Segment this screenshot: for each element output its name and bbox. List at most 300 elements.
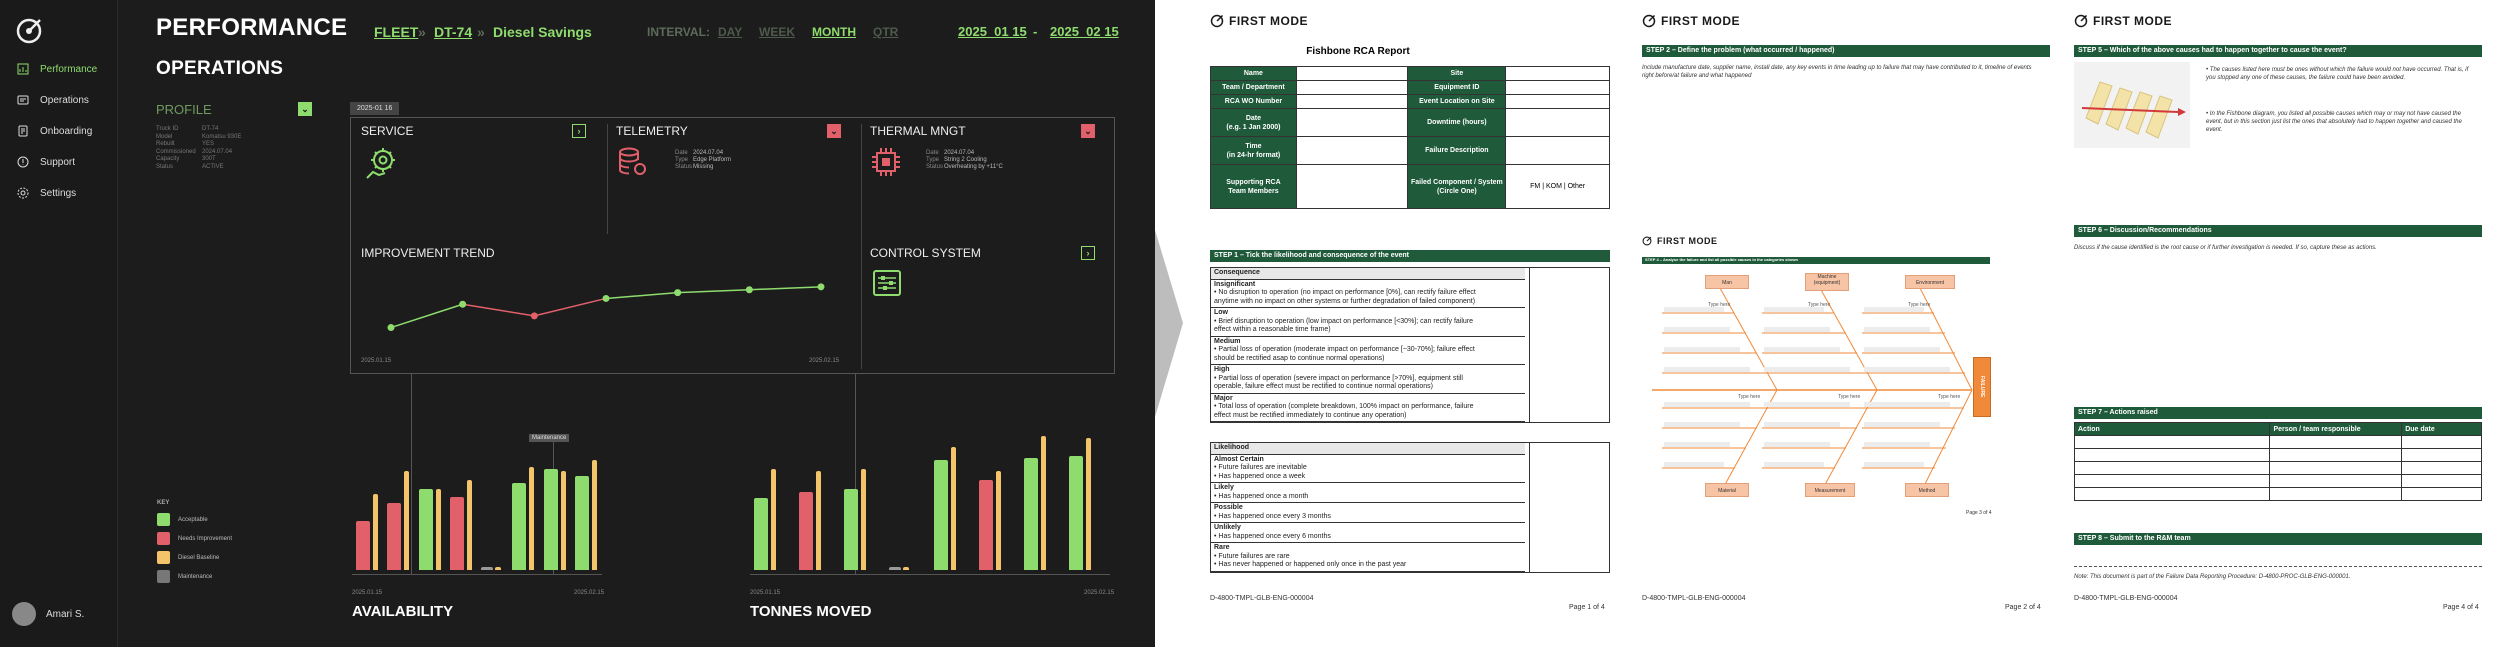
chevron-down-icon: ⌄ — [301, 103, 309, 114]
divider — [861, 124, 862, 369]
likelihood-description: • Future failures are inevitable — [1214, 464, 1307, 471]
trend-segment — [391, 304, 463, 327]
cpu-chip-icon — [870, 146, 902, 178]
tonnes-start-date: 2025.01.15 — [750, 590, 781, 596]
consequence-description: • No disruption to operation (no impact on performance [0%], can rectify failure effect — [1214, 289, 1476, 296]
chart-bar-baseline[interactable] — [436, 489, 441, 570]
consequence-row[interactable] — [1211, 308, 1525, 337]
step5-header: STEP 5 – Which of the above causes had to happen together to cause the event? — [2074, 45, 2482, 57]
breadcrumb-fleet[interactable]: FLEET — [374, 24, 419, 40]
status-panel — [350, 117, 1115, 374]
chart-bar-maintenance[interactable] — [889, 567, 901, 570]
chart-bar-baseline[interactable] — [1041, 436, 1046, 570]
trend-segment — [749, 287, 821, 290]
divider — [607, 124, 608, 234]
telemetry-title: TELEMETRY — [616, 124, 688, 138]
chart-bar-value[interactable] — [575, 476, 589, 570]
key-swatch — [157, 532, 170, 545]
sidebar-item-label: Onboarding — [40, 125, 93, 137]
first-mode-logo-icon — [1210, 14, 1224, 28]
chart-bar-value[interactable] — [450, 497, 464, 570]
trend-point[interactable] — [674, 289, 681, 296]
table-row[interactable] — [2075, 436, 2482, 449]
chart-bar-baseline[interactable] — [561, 471, 566, 570]
table-row[interactable] — [2075, 462, 2482, 475]
chart-bar-maintenance[interactable] — [481, 567, 493, 570]
document-page-4 — [2071, 0, 2486, 647]
trend-point[interactable] — [531, 312, 538, 319]
divider — [2074, 566, 2482, 567]
actions-column-header: Person / team responsible — [2270, 423, 2402, 436]
rca-input[interactable] — [1296, 165, 1408, 209]
onboarding-icon — [16, 124, 30, 138]
rca-row — [1211, 137, 1610, 165]
consequence-description: • Partial loss of operation (moderate impact on performance [~30-70%]; failure effect — [1214, 346, 1475, 353]
likelihood-description: • Has happened once every 3 months — [1214, 512, 1331, 520]
detail-value: String 2 Cooling — [944, 157, 987, 163]
actions-cell[interactable] — [2270, 462, 2402, 475]
profile-value: ACTIVE — [202, 163, 224, 170]
chevron-right-icon: › — [577, 126, 581, 136]
profile-row — [156, 149, 248, 157]
rca-input[interactable] — [1506, 95, 1610, 109]
swiss-cheese-illustration — [2074, 62, 2190, 148]
rca-input[interactable] — [1506, 137, 1610, 165]
detail-value: Edge Platform — [693, 157, 732, 163]
step8-header: STEP 8 – Submit to the R&M team — [2074, 533, 2482, 545]
chart-bar-baseline[interactable] — [495, 567, 501, 570]
step6-header: STEP 6 – Discussion/Recommendations — [2074, 225, 2482, 237]
rca-label: Site — [1408, 67, 1506, 81]
likelihood-row[interactable] — [1211, 455, 1525, 484]
maintenance-tag: Maintenance — [529, 434, 569, 442]
chart-bar-baseline[interactable] — [1086, 438, 1091, 570]
interval-month[interactable]: MONTH — [812, 25, 856, 39]
rca-input[interactable] — [1296, 109, 1408, 137]
likelihood-heading: Almost Certain — [1214, 455, 1264, 463]
page-title-line2: OPERATIONS — [156, 58, 284, 79]
step4-header: STEP 4 – Analyse the failure and list all possible causes in the categories shown — [1642, 257, 1990, 264]
detail-value: Overheating by +11°C — [944, 164, 1003, 170]
sliders-icon — [873, 270, 901, 296]
actions-cell[interactable] — [2075, 449, 2270, 462]
profile-table — [156, 126, 248, 172]
consequence-heading: Medium — [1214, 337, 1241, 345]
actions-cell[interactable] — [2402, 449, 2482, 462]
likelihood-heading: Possible — [1214, 504, 1243, 511]
likelihood-row[interactable] — [1211, 543, 1525, 572]
step5-bullet-1: • The causes listed here must be ones without which the failure would not have occurred. That is, if you stopped any one of these causes, the failure could have been avoided. — [2206, 67, 2469, 81]
chart-bar-baseline[interactable] — [996, 471, 1001, 570]
sidebar — [0, 0, 118, 647]
rca-input[interactable] — [1506, 67, 1610, 81]
actions-column-header: Due date — [2402, 423, 2482, 436]
rca-header-table — [1210, 66, 1610, 209]
consequence-heading: Major — [1214, 394, 1233, 402]
chart-bar-baseline[interactable] — [771, 469, 776, 570]
rca-row — [1211, 67, 1610, 81]
chevron-right-icon: › — [1086, 248, 1090, 258]
improvement-trend-chart — [361, 273, 851, 353]
chart-bar-baseline[interactable] — [951, 447, 956, 570]
detail-value: 2024.07.04 — [944, 150, 975, 156]
likelihood-description: • Has happened once every 6 months — [1214, 532, 1331, 540]
trend-point[interactable] — [603, 295, 610, 302]
key-item-label: Acceptable — [178, 516, 208, 523]
actions-table[interactable] — [2074, 422, 2482, 501]
profile-row — [156, 141, 248, 149]
document-page-2 — [1639, 0, 2059, 647]
circle-one-options[interactable]: FM | KOM | Other — [1506, 165, 1610, 209]
page-title-line1: PERFORMANCE — [156, 14, 348, 41]
profile-row — [156, 126, 248, 134]
actions-cell[interactable] — [2075, 436, 2270, 449]
sidebar-item-performance[interactable] — [16, 62, 97, 76]
chart-bar-baseline[interactable] — [861, 469, 866, 570]
profile-row — [156, 134, 248, 142]
document-id: D-4800-TMPL-GLB-ENG-000004 — [1210, 595, 1314, 602]
chart-bar-value[interactable] — [356, 521, 370, 570]
sidebar-item-settings[interactable] — [16, 186, 76, 200]
consequence-description: should be rectified asap to continue normal operations) — [1214, 354, 1385, 362]
consequence-heading: Insignificant — [1214, 280, 1256, 288]
user-name: Amari S. — [46, 608, 85, 620]
consequence-heading: High — [1214, 366, 1230, 373]
rca-label: Date (e.g. 1 Jan 2000) — [1211, 109, 1297, 137]
detail-value: Missing — [693, 164, 714, 170]
document-id: D-4800-TMPL-GLB-ENG-000004 — [1642, 595, 1746, 602]
type-here-placeholder[interactable]: Type here — [1938, 394, 1961, 400]
likelihood-description: • Has happened once a week — [1214, 472, 1306, 480]
thermal-title: THERMAL MNGT — [870, 124, 966, 138]
rca-label: Downtime (hours) — [1408, 109, 1506, 137]
rca-input[interactable] — [1506, 81, 1610, 95]
document-id: D-4800-TMPL-GLB-ENG-000004 — [2074, 595, 2178, 602]
chart-bar-value[interactable] — [1069, 456, 1083, 570]
document-page-1 — [1210, 0, 1625, 647]
performance-dashboard — [0, 0, 1155, 647]
step6-instructions: Discuss if the cause identified is the root cause or if further investigation is needed. If so, capture these as actions. — [2074, 245, 2377, 251]
actions-cell[interactable] — [2402, 462, 2482, 475]
logo-text: FIRST MODE — [1229, 14, 1308, 28]
key-swatch — [157, 513, 170, 526]
consequence-heading: Consequence — [1214, 269, 1260, 276]
chart-bar-baseline[interactable] — [373, 494, 378, 570]
chart-bar-baseline[interactable] — [529, 467, 534, 570]
availability-end-date: 2025.02.15 — [574, 590, 605, 596]
trend-start-date: 2025.01.15 — [361, 358, 392, 364]
chart-bar-value[interactable] — [512, 483, 526, 570]
rca-row — [1211, 165, 1610, 209]
thermal-details — [926, 150, 1003, 171]
rca-label: Failed Component / System (Circle One) — [1408, 165, 1506, 209]
first-mode-logo — [1642, 236, 1718, 246]
step2-instructions: Include manufacture date, supplier name, install date, any key events in time leading up to failure that may have contributed to it, timeline of events right before/at failure and what happened — [1642, 65, 2032, 79]
detail-row — [675, 164, 731, 171]
chart-bar-baseline[interactable] — [816, 471, 821, 570]
profile-value: 300T — [202, 156, 216, 163]
fishbone-category-material: Material — [1705, 483, 1749, 497]
profile-value: 2024.07.04 — [202, 148, 233, 155]
trend-point[interactable] — [459, 301, 466, 308]
rca-label: Supporting RCA Team Members — [1211, 165, 1297, 209]
trend-point[interactable] — [388, 324, 395, 331]
actions-cell[interactable] — [2402, 475, 2482, 488]
key-item-label: Maintenance — [178, 573, 213, 580]
interval-day[interactable]: DAY — [718, 25, 743, 39]
rca-label: Failure Description — [1408, 137, 1506, 165]
likelihood-heading: Likely — [1214, 484, 1234, 491]
sidebar-item-label: Settings — [40, 187, 77, 199]
trend-segment — [534, 298, 606, 315]
tonnes-title: TONNES MOVED — [750, 603, 872, 620]
key-swatch — [157, 570, 170, 583]
performance-icon — [16, 62, 30, 76]
key-swatch — [157, 551, 170, 564]
consequence-row[interactable] — [1211, 280, 1525, 309]
sidebar-item-label: Performance — [40, 63, 98, 75]
likelihood-table — [1210, 442, 1610, 573]
actions-cell[interactable] — [2402, 436, 2482, 449]
date-end[interactable]: 2025_02 15 — [1050, 24, 1119, 39]
consequence-row[interactable] — [1211, 365, 1525, 394]
profile-row — [156, 156, 248, 164]
actions-cell[interactable] — [2075, 488, 2270, 501]
detail-key: Date — [926, 150, 939, 156]
likelihood-row[interactable] — [1211, 443, 1525, 455]
profile-key: Status — [156, 163, 174, 170]
actions-header-row — [2075, 423, 2482, 436]
actions-cell[interactable] — [2402, 488, 2482, 501]
sidebar-item-operations[interactable] — [16, 93, 89, 107]
table-row[interactable] — [2075, 475, 2482, 488]
axis-line — [750, 574, 1110, 575]
failure-head: FAILURE — [1973, 357, 1991, 417]
consequence-description: • Total loss of operation (complete breakdown, 100% impact on performance, failure — [1214, 403, 1474, 410]
rca-input[interactable] — [1296, 137, 1408, 165]
divider — [351, 235, 1116, 236]
page-number: Page 2 of 4 — [2005, 604, 2041, 611]
type-here-placeholder[interactable]: Type here — [1738, 394, 1761, 400]
likelihood-heading: Rare — [1214, 544, 1230, 551]
database-icon — [617, 146, 647, 178]
breadcrumb-separator: » — [477, 24, 485, 40]
chart-bar-value[interactable] — [979, 480, 993, 570]
likelihood-description: • Has happened once a month — [1214, 492, 1309, 500]
actions-cell[interactable] — [2075, 462, 2270, 475]
key-label: KEY — [157, 500, 170, 506]
settings-icon — [16, 186, 30, 200]
chart-bar-value[interactable] — [1024, 458, 1038, 570]
sidebar-item-onboarding[interactable] — [16, 124, 92, 138]
rca-label: Event Location on Site — [1408, 95, 1506, 109]
fishbone-category-method: Method — [1905, 483, 1949, 497]
profile-key: Capacity — [156, 156, 180, 163]
chart-bar-value[interactable] — [799, 492, 813, 570]
fishbone-category-machine: Machine (equipment) — [1805, 273, 1849, 291]
page-number: Page 1 of 4 — [1569, 604, 1605, 611]
rca-label: RCA WO Number — [1211, 95, 1297, 109]
rca-input[interactable] — [1296, 81, 1408, 95]
chart-bar-baseline[interactable] — [404, 471, 409, 570]
axis-line — [352, 574, 602, 575]
likelihood-heading: Likelihood — [1214, 444, 1249, 451]
chart-bar-value[interactable] — [934, 460, 948, 570]
consequence-row[interactable] — [1211, 394, 1525, 423]
support-icon — [16, 155, 30, 169]
breadcrumb-separator: » — [418, 24, 426, 40]
detail-key: Type — [675, 157, 689, 163]
profile-label: PROFILE — [156, 102, 212, 117]
profile-row — [156, 164, 248, 172]
profile-key: Rebuilt — [156, 141, 175, 148]
consequence-table — [1210, 267, 1610, 423]
key-item — [157, 551, 219, 564]
chart-bar-baseline[interactable] — [467, 480, 472, 570]
table-row[interactable] — [2075, 488, 2482, 501]
chart-bar-value[interactable] — [387, 503, 401, 570]
step2-header: STEP 2 – Define the problem (what occurred / happened) — [1642, 45, 2050, 57]
step7-header: STEP 7 – Actions raised — [2074, 407, 2482, 419]
trend-end-date: 2025.02.15 — [809, 358, 840, 364]
first-mode-logo — [1642, 14, 1740, 28]
likelihood-row[interactable] — [1211, 523, 1525, 543]
bullet-text: The causes listed here must be ones without which the failure would not have occurred. That is, if you stopped any one of these causes, the failure could have been avoided. — [2206, 67, 2469, 81]
consequence-row[interactable] — [1211, 268, 1525, 280]
step1-header: STEP 1 – Tick the likelihood and consequence of the event — [1210, 250, 1610, 262]
first-mode-logo — [2074, 14, 2172, 28]
consequence-description: operable, failure effect must be rectified to continue normal operations) — [1214, 383, 1433, 390]
tonnes-end-date: 2025.02.15 — [1084, 590, 1115, 596]
chart-bar-baseline[interactable] — [903, 567, 909, 570]
interval-label: INTERVAL: — [647, 25, 710, 39]
logo-text: FIRST MODE — [2093, 14, 2172, 28]
rca-input[interactable] — [1296, 67, 1408, 81]
profile-key: Model — [156, 133, 173, 140]
control-title: CONTROL SYSTEM — [870, 246, 981, 260]
rca-row — [1211, 95, 1610, 109]
telemetry-details — [675, 150, 731, 171]
chevron-down-icon: ⌄ — [830, 125, 838, 136]
first-mode-logo-icon — [1642, 236, 1652, 246]
type-here-placeholder[interactable]: Type here — [1708, 302, 1731, 308]
trend-segment — [606, 293, 678, 299]
rca-row — [1211, 109, 1610, 137]
logo-text: FIRST MODE — [1661, 14, 1740, 28]
detail-row — [926, 164, 1003, 171]
fishbone-category-environment: Environment — [1905, 275, 1955, 289]
key-item — [157, 570, 212, 583]
detail-row — [675, 157, 731, 164]
page-number: Page 4 of 4 — [2443, 604, 2479, 611]
detail-key: Type — [926, 157, 940, 163]
date-separator: - — [1033, 24, 1038, 39]
date-start[interactable]: 2025_01 15 — [958, 24, 1027, 39]
chevron-down-icon: ⌄ — [1084, 125, 1092, 136]
tonnes-moved-chart — [750, 430, 1110, 570]
detail-value: 2024.07.04 — [693, 150, 724, 156]
actions-cell[interactable] — [2270, 475, 2402, 488]
interval-week[interactable]: WEEK — [759, 25, 795, 39]
trend-segment — [463, 304, 535, 316]
trend-point[interactable] — [746, 286, 753, 293]
improvement-title: IMPROVEMENT TREND — [361, 246, 495, 260]
first-mode-logo — [1210, 14, 1308, 28]
key-item-label: Needs Improvement — [178, 535, 233, 542]
consequence-description: effect must be rectified immediately to continue any operation) — [1214, 411, 1407, 419]
actions-cell[interactable] — [2270, 449, 2402, 462]
consequence-description: • Brief disruption to operation (low impact on performance [<30%]; can rectify failure — [1214, 317, 1474, 325]
availability-start-date: 2025.01.15 — [352, 590, 383, 596]
chart-bar-value[interactable] — [419, 489, 433, 570]
key-item — [157, 513, 208, 526]
actions-cell[interactable] — [2075, 475, 2270, 488]
control-open-button[interactable] — [1081, 246, 1095, 260]
breadcrumb-unit[interactable]: DT-74 — [434, 24, 473, 40]
consequence-row[interactable] — [1211, 337, 1525, 366]
profile-value: YES — [202, 141, 215, 148]
actions-cell[interactable] — [2270, 436, 2402, 449]
type-here-placeholder[interactable]: Type here — [1808, 302, 1831, 308]
rca-input[interactable] — [1506, 109, 1610, 137]
chart-bar-value[interactable] — [844, 489, 858, 570]
breadcrumb-page: Diesel Savings — [493, 24, 592, 40]
consequence-description: • Partial loss of operation (severe impact on performance [>70%], equipment still — [1214, 374, 1463, 382]
telemetry-toggle-button[interactable] — [827, 124, 841, 138]
sidebar-item-support[interactable] — [16, 155, 75, 169]
service-title: SERVICE — [361, 124, 414, 138]
profile-key: Truck ID — [156, 126, 179, 132]
app-logo-icon[interactable] — [14, 16, 44, 46]
actions-column-header: Action — [2075, 423, 2270, 436]
service-open-button[interactable] — [572, 124, 586, 138]
rca-input[interactable] — [1296, 95, 1408, 109]
profile-key: Commissioned — [156, 148, 196, 155]
transition-arrow-icon — [1155, 0, 1185, 647]
consequence-description: effect within a reasonable time frame) — [1214, 326, 1331, 333]
logo-text: FIRST MODE — [1657, 236, 1718, 246]
trend-point[interactable] — [818, 283, 825, 290]
key-item-label: Diesel Baseline — [178, 554, 220, 561]
gear-hand-icon — [363, 144, 401, 182]
inner-page-number: Page 3 of 4 — [1966, 510, 1992, 516]
rca-document-preview — [1155, 0, 2500, 647]
sidebar-item-label: Support — [40, 156, 76, 168]
user-profile[interactable] — [12, 602, 84, 626]
interval-qtr[interactable]: QTR — [873, 25, 899, 39]
detail-row — [926, 150, 1003, 157]
thermal-toggle-button[interactable] — [1081, 124, 1095, 138]
availability-chart — [352, 430, 602, 570]
avatar[interactable] — [12, 602, 36, 626]
chart-bar-value[interactable] — [544, 469, 558, 570]
sidebar-item-label: Operations — [40, 94, 89, 106]
rca-label: Team / Department — [1211, 81, 1297, 95]
likelihood-row[interactable] — [1211, 483, 1525, 503]
detail-row — [675, 150, 731, 157]
actions-cell[interactable] — [2270, 488, 2402, 501]
likelihood-row[interactable] — [1211, 503, 1525, 523]
chart-bar-value[interactable] — [754, 498, 768, 570]
profile-toggle-button[interactable] — [298, 102, 312, 116]
type-here-placeholder[interactable]: Type here — [1838, 394, 1861, 400]
table-row[interactable] — [2075, 449, 2482, 462]
rca-row — [1211, 81, 1610, 95]
type-here-placeholder[interactable]: Type here — [1908, 302, 1931, 308]
rca-label: Time (in 24-hr format) — [1211, 137, 1297, 165]
chart-bar-baseline[interactable] — [592, 460, 597, 570]
profile-value: Komatsu 930E — [202, 133, 242, 140]
